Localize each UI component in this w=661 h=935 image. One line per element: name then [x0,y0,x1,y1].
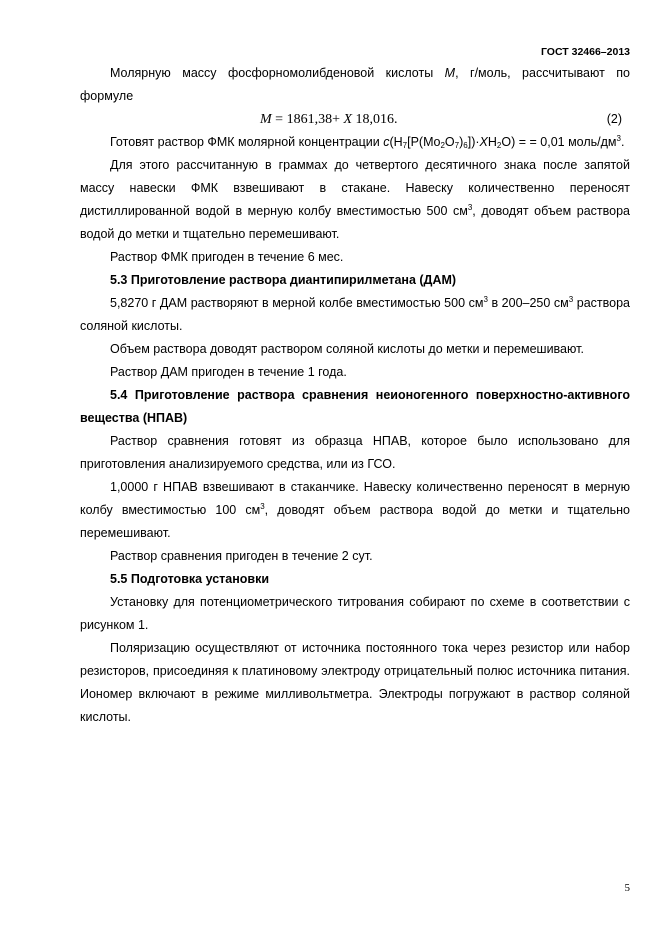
paragraph-setup: Установку для потенциометрического титрования собирают по схеме в соответствии с рисунком 1. [80,595,630,632]
formula-2 [80,108,630,131]
document-body [80,62,630,729]
section-heading-5-5: 5.5 Подготовка установки [110,572,270,586]
formula-number: (2) [606,112,622,126]
paragraph-weighing: Для этого рассчитанную в граммах до четвертого десятичного знака после запятой массу навески ФМК взвешивают в стакане. Навеску количественно переносят дистиллированной водой в мерную колбу вместимостью 500 $см^3$, доводят объем раствора водой до метки и тщательно перемешивают. [80,158,630,241]
section-heading-5-4: 5.4 Приготовление раствора сравнения неионогенного поверхностно-активного вещества (НПАВ) [80,388,630,425]
paragraph-dam-dissolve: 5,8270 г ДАМ растворяют в мерной колбе вместимостью 500 $см^3$ в 200–250 $см^3$ раствора соляной кислоты. [80,295,630,333]
paragraph-shelf-life-fmk: Раствор ФМК пригоден в течение 6 мес. [110,250,344,264]
paragraph-dam-volume: Объем раствора доводят раствором соляной кислоты до метки и перемешивают. [110,342,584,356]
standard-number: ГОСТ 32466–2013 [540,46,630,58]
formula-expression: M = 1861,38+ X 18,016. [260,112,398,127]
paragraph-molar-mass: Молярную массу фосфорномолибденовой кислоты M, г/моль, рассчитывают по формуле [80,66,630,103]
paragraph-shelf-life-reference: Раствор сравнения пригоден в течение 2 сут. [110,549,373,563]
paragraph-reference-solution: Раствор сравнения готовят из образца НПАВ, которое было использовано для приготовления анализируемого средства, или из ГСО. [80,434,630,471]
page-number: 5 [624,882,630,894]
section-heading-5-3: 5.3 Приготовление раствора диантипирилметана (ДАМ) [110,273,457,287]
paragraph-shelf-life-dam: Раствор ДАМ пригоден в течение 1 года. [110,365,347,379]
paragraph-concentration: Готовят раствор ФМК молярной концентрации $c(H_7[P(Mo_2O_7)_6])\cdot XH_2O$) = = 0,01 моль/$дм^3$. [110,134,625,150]
paragraph-polarization: Поляризацию осуществляют от источника постоянного тока через резистор или набор резисторов, присоединяя к платиновому электроду отрицательный полюс источника питания. Иономер включают в режиме милливольтметра. Электроды погружают в раствор соляной кислоты. [80,641,630,724]
paragraph-npav-weighing: 1,0000 г НПАВ взвешивают в стаканчике. Навеску количественно переносят в мерную колбу вместимостью 100 $см^3$, доводят объем раствора водой до метки и тщательно перемешивают. [80,480,631,540]
